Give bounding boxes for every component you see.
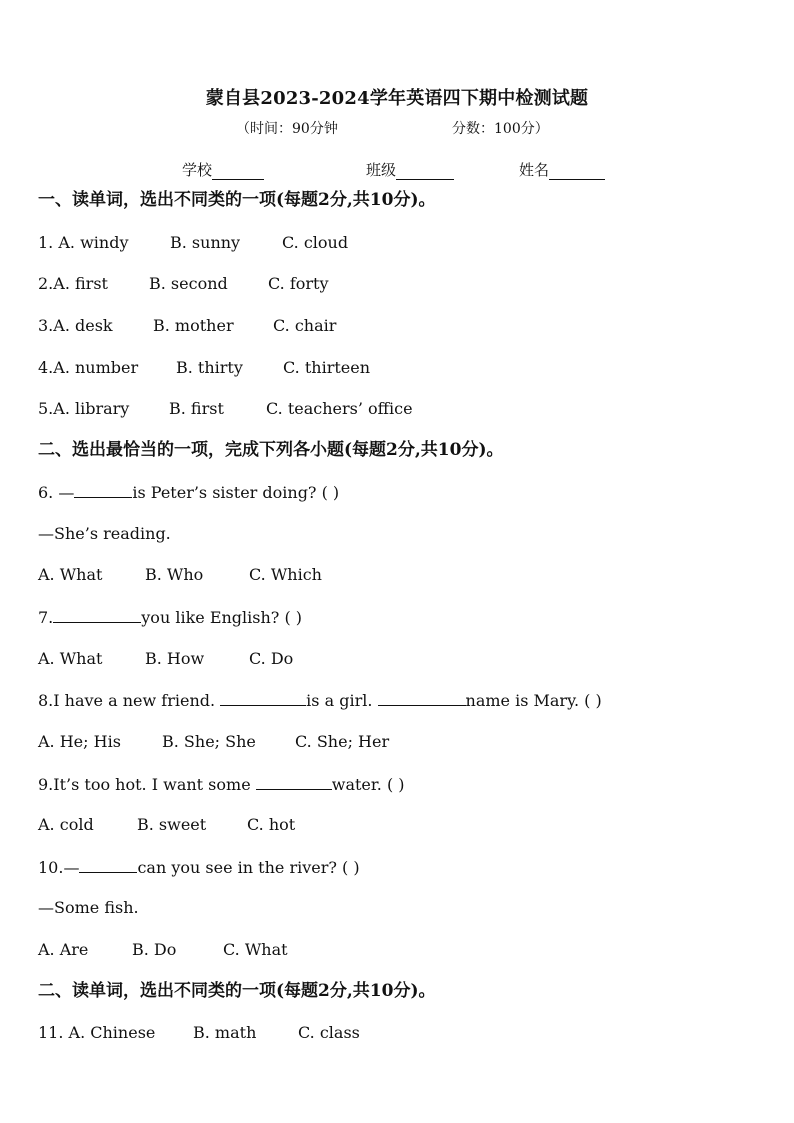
class-field[interactable] [366,159,454,180]
q4-option-c: C. thirteen [283,358,371,377]
q9-blank[interactable] [256,773,332,790]
name-label: 姓名 [519,161,550,179]
page-title: 蒙自县2023-2024学年英语四下期中检测试题 [205,88,589,109]
q5-option-a: 5.A. library [38,399,130,418]
q9-text: water. ( ) [331,775,405,794]
section-heading: 二、读单词，选出不同类的一项(每题2分,共10分)。 [38,981,436,1001]
q10-blank[interactable] [79,856,137,873]
q4-option-a: 4.A. number [38,358,139,377]
q9-option-a: A. cold [38,815,94,834]
q11-option-b: B. math [193,1023,257,1042]
q9-option-b: B. sweet [137,815,207,834]
q9-prefix: 9.It’s too hot. I want some [38,775,256,794]
q8-option-b: B. She; She [162,732,256,751]
q7-option-a: A. What [38,649,103,668]
school-label: 学校 [182,161,213,179]
q8-blank-2[interactable] [378,689,466,706]
q11-option-a: 11. A. Chinese [38,1023,156,1042]
q10-prefix: 10.— [38,858,80,877]
question-6 [38,481,339,504]
q7-option-b: B. How [145,649,205,668]
q6-answer: —She’s reading. [38,524,171,543]
q7-prefix: 7. [38,608,54,627]
q6-blank[interactable] [74,481,132,498]
q1-option-c: C. cloud [282,233,349,252]
q2-option-a: 2.A. first [38,274,108,293]
q8-blank-1[interactable] [220,689,306,706]
section-heading: 一、读单词，选出不同类的一项(每题2分,共10分)。 [38,190,436,210]
q2-option-c: C. forty [268,274,329,293]
exam-time: （时间：90分钟 [236,121,338,137]
question-9 [38,773,405,796]
q2-option-b: B. second [149,274,228,293]
q11-option-c: C. class [298,1023,360,1042]
q6-option-c: C. Which [249,565,322,584]
name-blank[interactable] [549,161,605,180]
school-blank[interactable] [212,161,264,180]
q6-text: is Peter’s sister doing? ( ) [132,483,340,502]
school-field[interactable] [182,159,264,180]
q10-option-c: C. What [223,940,288,959]
q4-option-b: B. thirty [176,358,243,377]
class-blank[interactable] [396,161,454,180]
q8-prefix: 8.I have a new friend. [38,691,221,710]
q10-text: can you see in the river? ( ) [137,858,360,877]
q1-option-b: B. sunny [170,233,241,252]
q3-option-c: C. chair [273,316,337,335]
q1-option-a: 1. A. windy [38,233,129,252]
q3-option-b: B. mother [153,316,234,335]
q6-option-b: B. Who [145,565,204,584]
question-8 [38,689,602,712]
q8-middle: is a girl. [306,691,378,710]
q7-text: you like English? ( ) [141,608,303,627]
q5-option-c: C. teachers’ office [266,399,413,418]
q6-prefix: 6. — [38,483,75,502]
q8-option-a: A. He; His [38,732,121,751]
question-7 [38,606,302,629]
q10-option-b: B. Do [132,940,177,959]
class-label: 班级 [366,161,397,179]
question-10 [38,856,360,879]
q5-option-b: B. first [169,399,224,418]
q3-option-a: 3.A. desk [38,316,113,335]
q6-option-a: A. What [38,565,103,584]
q10-option-a: A. Are [38,940,89,959]
q9-option-c: C. hot [247,815,296,834]
q8-text: name is Mary. ( ) [465,691,602,710]
q7-blank[interactable] [53,606,141,623]
section-heading: 二、选出最恰当的一项，完成下列各小题(每题2分,共10分)。 [38,440,504,460]
name-field[interactable] [519,159,605,180]
q7-option-c: C. Do [249,649,294,668]
exam-score: 分数：100分） [452,121,549,137]
q8-option-c: C. She; Her [295,732,390,751]
q10-answer: —Some fish. [38,898,139,917]
